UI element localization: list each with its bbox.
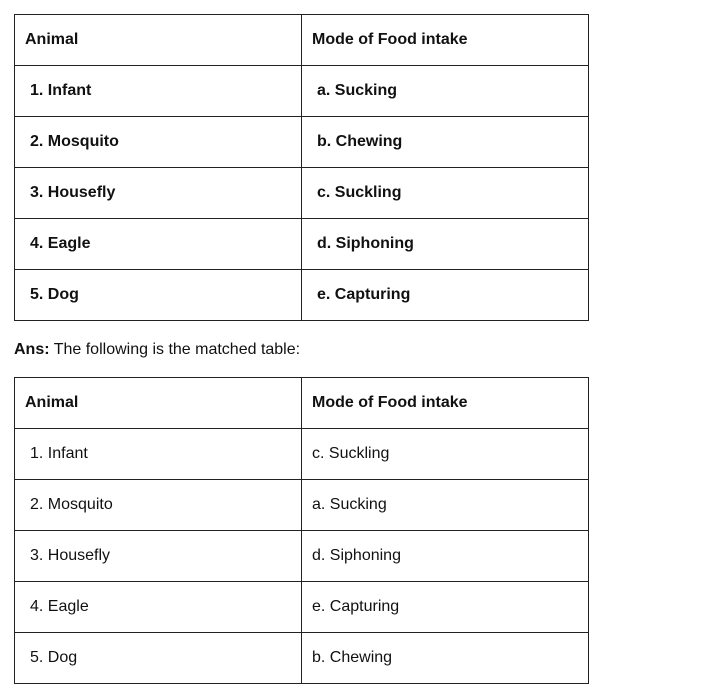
- mode-cell: b. Chewing: [302, 633, 589, 684]
- animal-cell: 5. Dog: [15, 633, 302, 684]
- answer-line: [14, 341, 300, 359]
- table-row: [15, 531, 589, 582]
- table-header-row: [15, 378, 589, 429]
- mode-cell: e. Capturing: [302, 270, 589, 321]
- animal-cell: 1. Infant: [15, 66, 302, 117]
- mode-cell: a. Sucking: [302, 66, 589, 117]
- animal-cell: 4. Eagle: [15, 219, 302, 270]
- header-mode: Mode of Food intake: [302, 15, 589, 66]
- answer-table: [14, 377, 589, 684]
- animal-cell: 3. Housefly: [15, 531, 302, 582]
- animal-cell: 5. Dog: [15, 270, 302, 321]
- table-row: [15, 219, 589, 270]
- header-animal: Animal: [15, 378, 302, 429]
- answer-label: Ans:: [14, 341, 50, 358]
- mode-cell: c. Suckling: [302, 429, 589, 480]
- table-row: [15, 429, 589, 480]
- table-row: [15, 66, 589, 117]
- table-row: [15, 117, 589, 168]
- mode-cell: b. Chewing: [302, 117, 589, 168]
- header-mode: Mode of Food intake: [302, 378, 589, 429]
- header-animal: Animal: [15, 15, 302, 66]
- mode-cell: a. Sucking: [302, 480, 589, 531]
- table-row: [15, 633, 589, 684]
- mode-cell: e. Capturing: [302, 582, 589, 633]
- animal-cell: 3. Housefly: [15, 168, 302, 219]
- table-header-row: [15, 15, 589, 66]
- table-row: [15, 168, 589, 219]
- animal-cell: 2. Mosquito: [15, 480, 302, 531]
- question-table: [14, 14, 589, 321]
- answer-text: The following is the matched table:: [49, 341, 301, 358]
- animal-cell: 4. Eagle: [15, 582, 302, 633]
- animal-cell: 2. Mosquito: [15, 117, 302, 168]
- table-row: [15, 480, 589, 531]
- animal-cell: 1. Infant: [15, 429, 302, 480]
- mode-cell: d. Siphoning: [302, 531, 589, 582]
- table-row: [15, 270, 589, 321]
- mode-cell: d. Siphoning: [302, 219, 589, 270]
- table-row: [15, 582, 589, 633]
- mode-cell: c. Suckling: [302, 168, 589, 219]
